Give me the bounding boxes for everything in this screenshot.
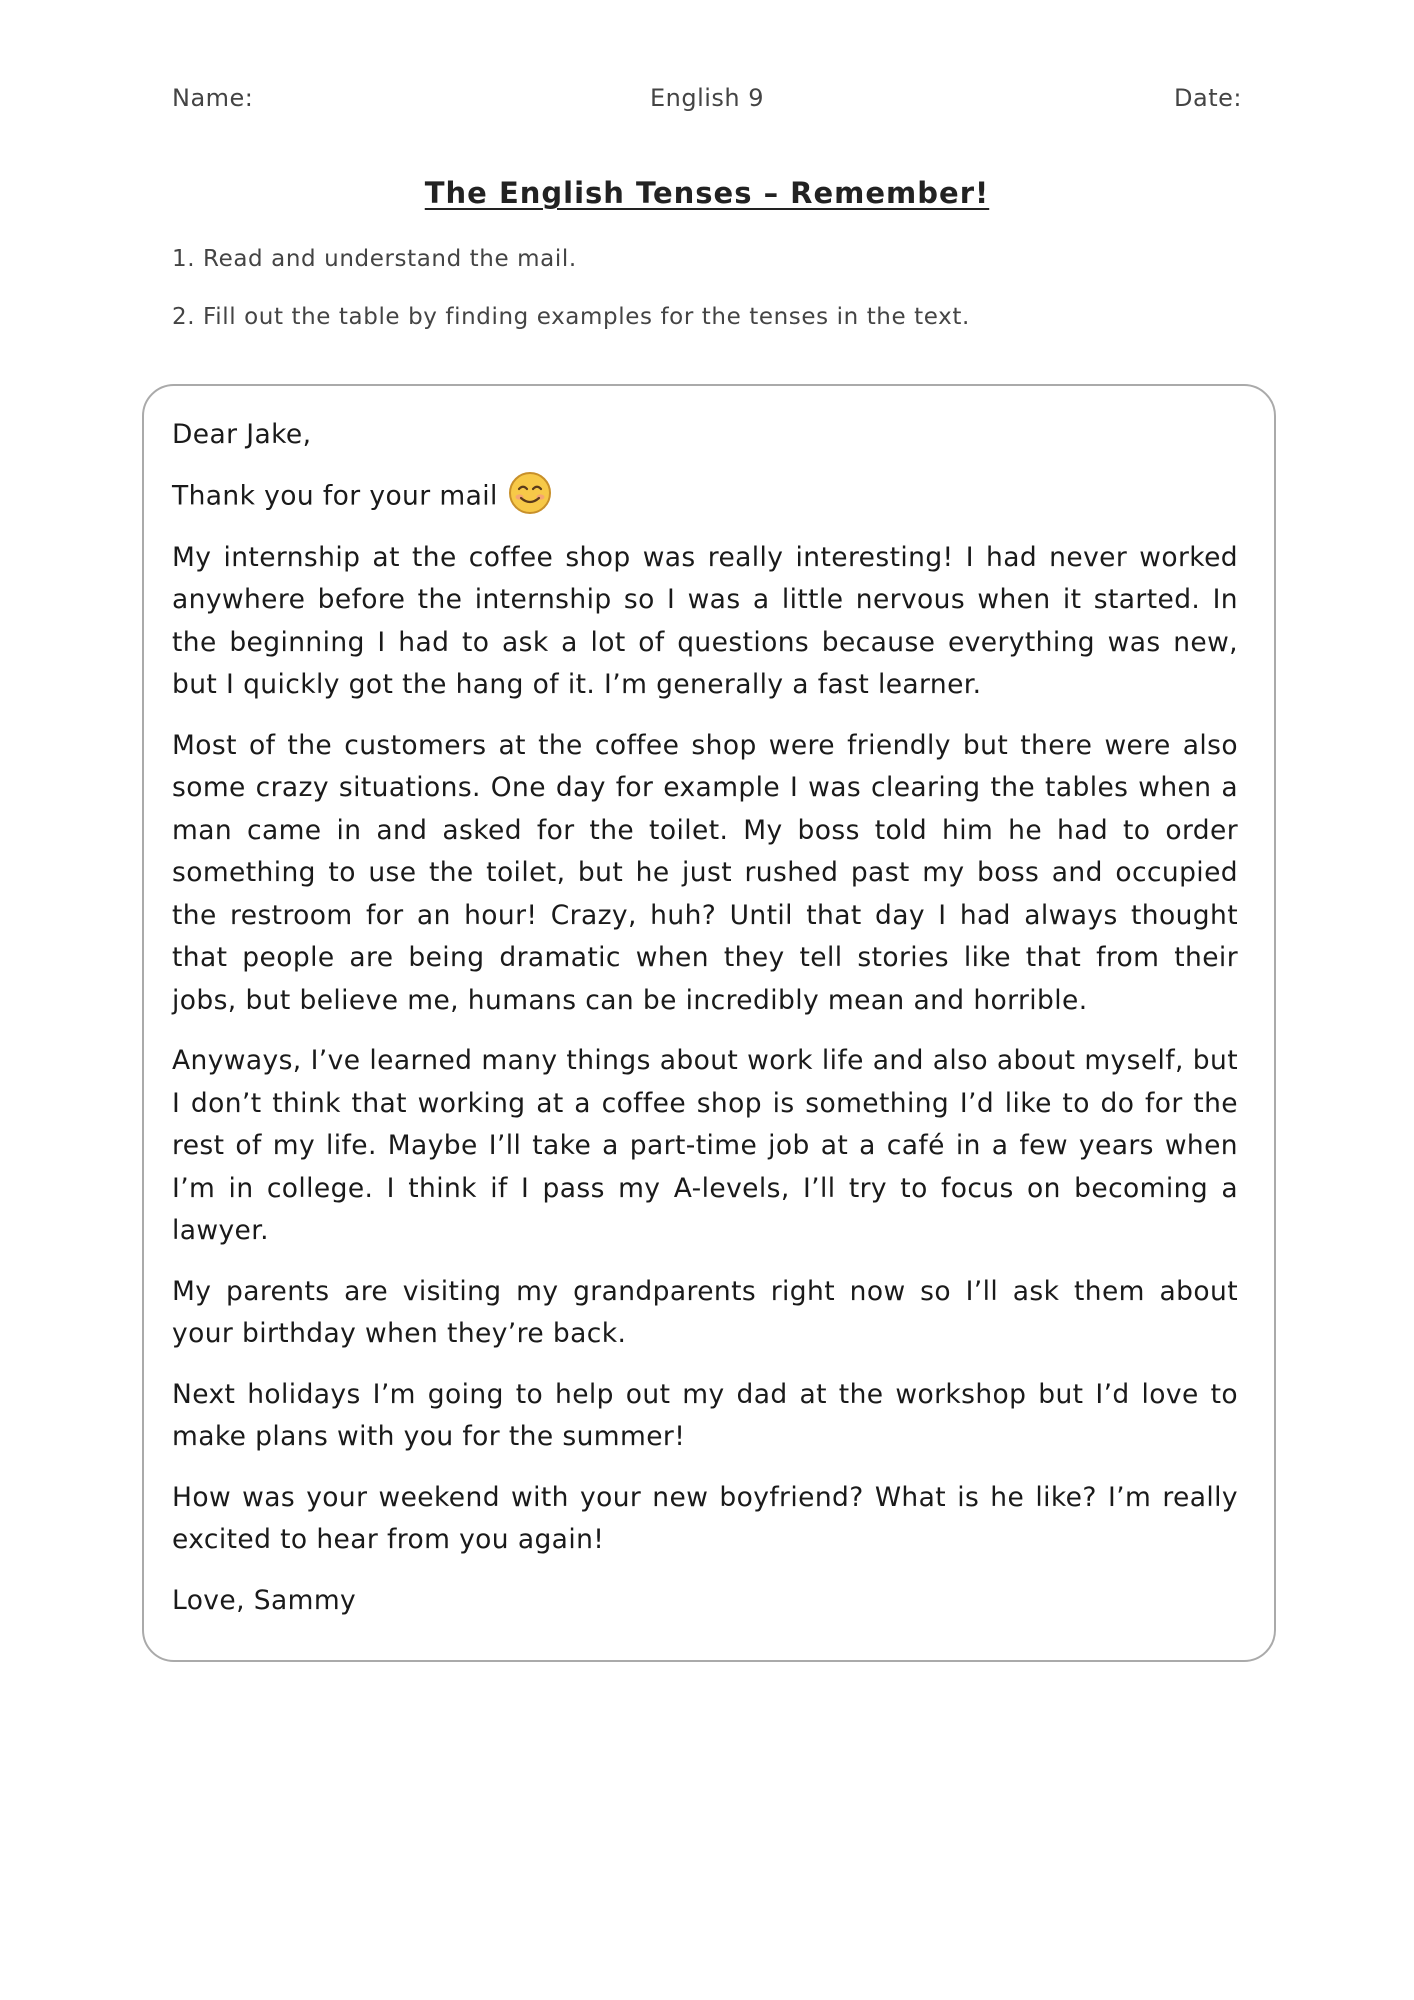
mail-thanks-line bbox=[172, 475, 1238, 519]
mail-thanks-text: Thank you for your mail bbox=[172, 480, 498, 511]
mail-paragraph: My internship at the coffee shop was really interesting! I had never worked anywhere before the internship so I was a little nervous when it started. In the beginning I had to ask a lot of questions because everything was new, but I quickly got the hang of it. I’m generally a fast learner. bbox=[172, 541, 1238, 700]
mail-greeting: Dear Jake, bbox=[172, 419, 312, 450]
instruction-item: 2. Fill out the table by finding examples for the tenses in the text. bbox=[172, 304, 970, 330]
mail-closing: Love, Sammy bbox=[172, 1584, 357, 1616]
mail-paragraph: Most of the customers at the coffee shop were friendly but there were also some crazy situations. One day for example I was clearing the tables when a man came in and asked for the toilet. My boss told him he had to order something to use the toilet, but he just rushed past my boss and occupied the restroom for an hour! Crazy, huh? Until that day I had always thought that people are being dramatic when they tell stories like that from their jobs, but believe me, humans can be incredibly mean and horrible. bbox=[172, 729, 1238, 1016]
subject-label: English 9 bbox=[649, 84, 765, 112]
smiley-face-icon bbox=[508, 471, 552, 515]
instructions bbox=[172, 246, 970, 362]
mail-paragraph: Anyways, I’ve learned many things about work life and also about myself, but I don’t think that working at a coffee shop is something I’d like to do for the rest of my life. Maybe I’ll take a part-time job at a café in a few years when I’m in college. I think if I pass my A-levels, I’ll try to focus on becoming a lawyer. bbox=[172, 1045, 1238, 1246]
name-label: Name: bbox=[172, 84, 254, 112]
mail-content bbox=[172, 414, 1238, 1640]
mail-paragraph: How was your weekend with your new boyfriend? What is he like? I’m really excited to hear from you again! bbox=[172, 1481, 1238, 1555]
page-header bbox=[172, 84, 1242, 118]
worksheet-title-container bbox=[0, 176, 1414, 210]
mail-paragraph: My parents are visiting my grandparents right now so I’ll ask them about your birthday when they’re back. bbox=[172, 1275, 1238, 1349]
mail-paragraph: Next holidays I’m going to help out my dad at the workshop but I’d love to make plans with you for the summer! bbox=[172, 1378, 1238, 1452]
worksheet-title: The English Tenses – Remember! bbox=[424, 176, 990, 210]
instruction-item: 1. Read and understand the mail. bbox=[172, 246, 577, 272]
date-label: Date: bbox=[1174, 84, 1242, 112]
